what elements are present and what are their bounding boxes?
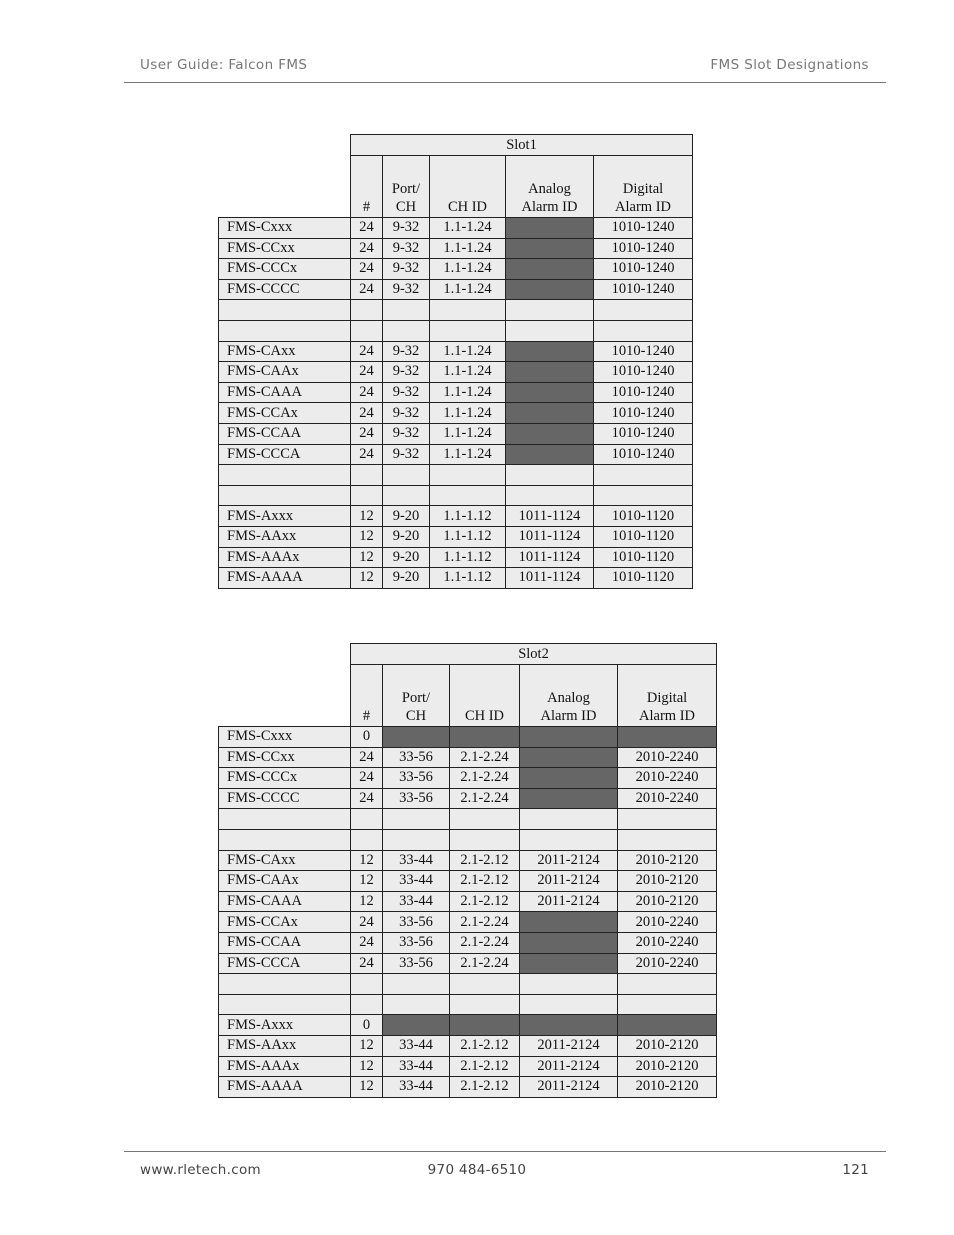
row-name: FMS-CCCC: [219, 279, 351, 300]
row-port-ch: [383, 974, 450, 995]
row-digital-alarm-id: 2010-2120: [618, 1077, 717, 1098]
row-ch-id: 2.1-2.12: [450, 871, 520, 892]
row-name: FMS-CAAA: [219, 891, 351, 912]
row-num: 24: [351, 341, 383, 362]
row-digital-alarm-id: 2010-2240: [618, 747, 717, 768]
row-digital-alarm-id: [594, 300, 693, 321]
row-digital-alarm-id: 1010-1240: [594, 218, 693, 239]
row-ch-id: 1.1-1.12: [430, 547, 506, 568]
table-row: [219, 238, 693, 259]
row-digital-alarm-id: [594, 320, 693, 341]
corner-blank: [219, 135, 351, 218]
row-analog-alarm-id: [520, 809, 618, 830]
row-num: [351, 809, 383, 830]
row-ch-id: 2.1-2.24: [450, 912, 520, 933]
row-digital-alarm-id: 1010-1240: [594, 341, 693, 362]
row-port-ch: 33-44: [383, 1056, 450, 1077]
row-port-ch: 9-32: [383, 423, 430, 444]
row-analog-alarm-id: 1011-1124: [506, 506, 594, 527]
row-analog-alarm-id: 2011-2124: [520, 891, 618, 912]
row-num: 12: [351, 891, 383, 912]
col-header-num: #: [351, 665, 383, 727]
row-analog-alarm-id: [520, 747, 618, 768]
row-ch-id: 1.1-1.24: [430, 341, 506, 362]
row-port-ch: [383, 465, 430, 486]
row-digital-alarm-id: 1010-1120: [594, 568, 693, 589]
col-header-analog: Analog Alarm ID: [520, 665, 618, 727]
row-num: 12: [351, 871, 383, 892]
table-row: [219, 891, 717, 912]
table-row: [219, 788, 717, 809]
slot1-table: [218, 134, 693, 589]
col-header-num: #: [351, 156, 383, 218]
row-port-ch: [383, 994, 450, 1015]
row-analog-alarm-id: [506, 320, 594, 341]
row-num: 12: [351, 1035, 383, 1056]
row-port-ch: 33-44: [383, 891, 450, 912]
row-name: FMS-CAxx: [219, 341, 351, 362]
row-analog-alarm-id: [506, 279, 594, 300]
row-port-ch: 9-32: [383, 279, 430, 300]
row-ch-id: 1.1-1.24: [430, 423, 506, 444]
row-name: FMS-AAxx: [219, 526, 351, 547]
row-name: FMS-CCxx: [219, 747, 351, 768]
row-ch-id: [430, 300, 506, 321]
row-ch-id: 2.1-2.12: [450, 1056, 520, 1077]
row-port-ch: 33-56: [383, 788, 450, 809]
row-analog-alarm-id: [506, 423, 594, 444]
row-num: [351, 829, 383, 850]
row-ch-id: 1.1-1.24: [430, 403, 506, 424]
row-name: FMS-CAAA: [219, 382, 351, 403]
row-port-ch: 33-44: [383, 1035, 450, 1056]
row-name: FMS-CAxx: [219, 850, 351, 871]
row-analog-alarm-id: [520, 1015, 618, 1036]
row-port-ch: 33-44: [383, 850, 450, 871]
header-section-title: FMS Slot Designations: [710, 57, 869, 73]
table-row: [219, 768, 717, 789]
row-port-ch: 33-56: [383, 768, 450, 789]
footer-phone: 970 484-6510: [427, 1162, 527, 1178]
row-ch-id: 1.1-1.24: [430, 259, 506, 280]
row-ch-id: [450, 829, 520, 850]
row-digital-alarm-id: 2010-2240: [618, 912, 717, 933]
row-num: 24: [351, 259, 383, 280]
table-row: [219, 279, 693, 300]
row-num: 24: [351, 747, 383, 768]
row-num: 24: [351, 218, 383, 239]
row-digital-alarm-id: 1010-1240: [594, 279, 693, 300]
row-ch-id: 2.1-2.24: [450, 932, 520, 953]
row-num: 0: [351, 727, 383, 748]
row-digital-alarm-id: [618, 974, 717, 995]
table-row: [219, 727, 717, 748]
row-name: FMS-CAAx: [219, 871, 351, 892]
row-ch-id: 2.1-2.12: [450, 891, 520, 912]
row-name: FMS-CCCx: [219, 259, 351, 280]
row-digital-alarm-id: 2010-2240: [618, 932, 717, 953]
row-name: [219, 974, 351, 995]
table-row: [219, 1056, 717, 1077]
row-name: [219, 300, 351, 321]
row-digital-alarm-id: 1010-1240: [594, 423, 693, 444]
row-ch-id: [430, 320, 506, 341]
row-num: [351, 994, 383, 1015]
row-digital-alarm-id: 1010-1240: [594, 382, 693, 403]
row-analog-alarm-id: [520, 912, 618, 933]
row-name: [219, 994, 351, 1015]
row-digital-alarm-id: [618, 829, 717, 850]
row-digital-alarm-id: 1010-1120: [594, 506, 693, 527]
row-analog-alarm-id: [506, 300, 594, 321]
row-digital-alarm-id: 2010-2240: [618, 788, 717, 809]
row-analog-alarm-id: 1011-1124: [506, 547, 594, 568]
row-ch-id: 1.1-1.12: [430, 506, 506, 527]
row-ch-id: [430, 485, 506, 506]
row-digital-alarm-id: 2010-2240: [618, 768, 717, 789]
row-port-ch: [383, 320, 430, 341]
row-name: FMS-CCAA: [219, 423, 351, 444]
table-row: [219, 506, 693, 527]
row-digital-alarm-id: [618, 1015, 717, 1036]
row-digital-alarm-id: 1010-1240: [594, 362, 693, 383]
row-analog-alarm-id: [506, 485, 594, 506]
table-row: [219, 218, 693, 239]
row-num: 24: [351, 279, 383, 300]
table-row: [219, 1035, 717, 1056]
row-digital-alarm-id: [594, 485, 693, 506]
row-analog-alarm-id: 2011-2124: [520, 1077, 618, 1098]
row-name: FMS-AAAx: [219, 1056, 351, 1077]
row-port-ch: [383, 485, 430, 506]
row-name: [219, 809, 351, 830]
table-row: [219, 568, 693, 589]
row-num: 24: [351, 238, 383, 259]
corner-blank: [219, 644, 351, 727]
row-port-ch: 9-32: [383, 218, 430, 239]
row-digital-alarm-id: 1010-1120: [594, 547, 693, 568]
row-analog-alarm-id: [506, 259, 594, 280]
col-header-port: Port/ CH: [383, 156, 430, 218]
row-num: 24: [351, 953, 383, 974]
row-digital-alarm-id: [618, 727, 717, 748]
table-row: [219, 974, 717, 995]
row-analog-alarm-id: [506, 362, 594, 383]
col-header-chid: CH ID: [450, 665, 520, 727]
row-name: FMS-CCAx: [219, 912, 351, 933]
table-row: [219, 403, 693, 424]
row-digital-alarm-id: 1010-1240: [594, 238, 693, 259]
row-ch-id: 2.1-2.24: [450, 747, 520, 768]
row-analog-alarm-id: 2011-2124: [520, 1035, 618, 1056]
row-num: 24: [351, 403, 383, 424]
table-row: [219, 912, 717, 933]
row-ch-id: 1.1-1.24: [430, 362, 506, 383]
row-port-ch: 33-44: [383, 1077, 450, 1098]
row-num: 24: [351, 423, 383, 444]
row-ch-id: 2.1-2.12: [450, 1077, 520, 1098]
row-name: FMS-Cxxx: [219, 727, 351, 748]
row-analog-alarm-id: [506, 382, 594, 403]
row-port-ch: 33-56: [383, 953, 450, 974]
table-row: [219, 362, 693, 383]
row-name: FMS-CCAA: [219, 932, 351, 953]
row-ch-id: 1.1-1.24: [430, 218, 506, 239]
row-port-ch: 9-32: [383, 382, 430, 403]
row-num: [351, 465, 383, 486]
row-digital-alarm-id: 1010-1240: [594, 259, 693, 280]
row-port-ch: 9-32: [383, 444, 430, 465]
row-ch-id: 2.1-2.24: [450, 953, 520, 974]
row-num: 12: [351, 547, 383, 568]
row-name: FMS-AAAA: [219, 1077, 351, 1098]
table-row: [219, 444, 693, 465]
row-name: FMS-Axxx: [219, 1015, 351, 1036]
row-name: FMS-CCCA: [219, 444, 351, 465]
row-analog-alarm-id: 1011-1124: [506, 526, 594, 547]
header-rule: [124, 82, 886, 83]
row-ch-id: [450, 727, 520, 748]
table-row: [219, 259, 693, 280]
slot2-title: Slot2: [351, 644, 717, 665]
row-digital-alarm-id: 1010-1240: [594, 403, 693, 424]
row-digital-alarm-id: 2010-2120: [618, 1056, 717, 1077]
row-name: FMS-CCxx: [219, 238, 351, 259]
row-name: FMS-Axxx: [219, 506, 351, 527]
row-port-ch: 33-56: [383, 932, 450, 953]
row-digital-alarm-id: 2010-2120: [618, 850, 717, 871]
row-analog-alarm-id: [506, 444, 594, 465]
row-num: 12: [351, 506, 383, 527]
row-digital-alarm-id: 2010-2240: [618, 953, 717, 974]
row-digital-alarm-id: 2010-2120: [618, 1035, 717, 1056]
row-ch-id: [450, 994, 520, 1015]
row-ch-id: 2.1-2.12: [450, 1035, 520, 1056]
table-row: [219, 382, 693, 403]
row-name: FMS-AAAx: [219, 547, 351, 568]
row-num: 12: [351, 1056, 383, 1077]
row-analog-alarm-id: [520, 974, 618, 995]
row-port-ch: 9-32: [383, 341, 430, 362]
row-port-ch: 9-32: [383, 403, 430, 424]
row-port-ch: [383, 300, 430, 321]
row-name: [219, 485, 351, 506]
row-analog-alarm-id: 2011-2124: [520, 1056, 618, 1077]
col-header-digital: Digital Alarm ID: [594, 156, 693, 218]
row-num: 12: [351, 1077, 383, 1098]
row-num: [351, 485, 383, 506]
table-row: [219, 809, 717, 830]
row-analog-alarm-id: [520, 727, 618, 748]
row-name: FMS-CCCx: [219, 768, 351, 789]
row-digital-alarm-id: 1010-1120: [594, 526, 693, 547]
row-analog-alarm-id: [520, 788, 618, 809]
row-name: [219, 320, 351, 341]
row-port-ch: [383, 809, 450, 830]
table-row: [219, 341, 693, 362]
row-name: [219, 829, 351, 850]
row-port-ch: 9-20: [383, 547, 430, 568]
row-analog-alarm-id: [506, 403, 594, 424]
table-row: [219, 320, 693, 341]
table-row: [219, 850, 717, 871]
row-port-ch: 9-32: [383, 259, 430, 280]
slot2-table: [218, 643, 717, 1098]
row-ch-id: 1.1-1.24: [430, 238, 506, 259]
row-ch-id: [450, 974, 520, 995]
row-name: FMS-CCCC: [219, 788, 351, 809]
row-ch-id: 1.1-1.24: [430, 279, 506, 300]
row-digital-alarm-id: [618, 809, 717, 830]
row-analog-alarm-id: [520, 829, 618, 850]
row-ch-id: 2.1-2.24: [450, 788, 520, 809]
row-digital-alarm-id: 2010-2120: [618, 891, 717, 912]
row-num: 24: [351, 788, 383, 809]
header-guide-title: User Guide: Falcon FMS: [140, 57, 308, 73]
row-num: [351, 974, 383, 995]
row-ch-id: 2.1-2.12: [450, 850, 520, 871]
row-port-ch: 9-20: [383, 506, 430, 527]
row-analog-alarm-id: 2011-2124: [520, 871, 618, 892]
row-analog-alarm-id: 1011-1124: [506, 568, 594, 589]
row-port-ch: 33-56: [383, 747, 450, 768]
row-port-ch: [383, 727, 450, 748]
table-row: [219, 994, 717, 1015]
row-num: 12: [351, 526, 383, 547]
row-num: 24: [351, 768, 383, 789]
row-num: 12: [351, 568, 383, 589]
row-ch-id: 1.1-1.12: [430, 526, 506, 547]
table-row: [219, 747, 717, 768]
row-name: FMS-CCCA: [219, 953, 351, 974]
row-port-ch: 9-32: [383, 238, 430, 259]
row-analog-alarm-id: [520, 994, 618, 1015]
row-ch-id: [450, 1015, 520, 1036]
row-analog-alarm-id: [520, 953, 618, 974]
table-row: [219, 829, 717, 850]
row-name: FMS-AAAA: [219, 568, 351, 589]
col-header-port: Port/ CH: [383, 665, 450, 727]
col-header-chid: CH ID: [430, 156, 506, 218]
table-row: [219, 423, 693, 444]
row-analog-alarm-id: [520, 768, 618, 789]
row-ch-id: 1.1-1.12: [430, 568, 506, 589]
row-ch-id: [430, 465, 506, 486]
row-port-ch: 9-20: [383, 526, 430, 547]
row-analog-alarm-id: [520, 932, 618, 953]
row-analog-alarm-id: 2011-2124: [520, 850, 618, 871]
row-digital-alarm-id: 2010-2120: [618, 871, 717, 892]
row-num: 24: [351, 382, 383, 403]
row-port-ch: 33-56: [383, 912, 450, 933]
row-num: 24: [351, 444, 383, 465]
table-row: [219, 871, 717, 892]
row-analog-alarm-id: [506, 238, 594, 259]
row-name: [219, 465, 351, 486]
col-header-analog: Analog Alarm ID: [506, 156, 594, 218]
row-port-ch: [383, 1015, 450, 1036]
table-row: [219, 932, 717, 953]
row-analog-alarm-id: [506, 218, 594, 239]
row-ch-id: [450, 809, 520, 830]
table-row: [219, 953, 717, 974]
footer-website: www.rletech.com: [140, 1162, 261, 1178]
row-ch-id: 1.1-1.24: [430, 444, 506, 465]
row-name: FMS-CAAx: [219, 362, 351, 383]
row-port-ch: 9-32: [383, 362, 430, 383]
row-analog-alarm-id: [506, 465, 594, 486]
row-num: 24: [351, 932, 383, 953]
row-num: [351, 320, 383, 341]
row-ch-id: 1.1-1.24: [430, 382, 506, 403]
row-digital-alarm-id: 1010-1240: [594, 444, 693, 465]
footer-rule: [124, 1151, 886, 1152]
row-port-ch: 33-44: [383, 871, 450, 892]
table-row: [219, 547, 693, 568]
table-row: [219, 485, 693, 506]
table-row: [219, 300, 693, 321]
row-digital-alarm-id: [594, 465, 693, 486]
table-row: [219, 1015, 717, 1036]
row-analog-alarm-id: [506, 341, 594, 362]
row-name: FMS-AAxx: [219, 1035, 351, 1056]
row-name: FMS-CCAx: [219, 403, 351, 424]
row-num: 12: [351, 850, 383, 871]
row-num: 0: [351, 1015, 383, 1036]
row-digital-alarm-id: [618, 994, 717, 1015]
row-num: 24: [351, 912, 383, 933]
footer-page-number: 121: [842, 1162, 869, 1178]
col-header-digital: Digital Alarm ID: [618, 665, 717, 727]
row-port-ch: [383, 829, 450, 850]
table-row: [219, 526, 693, 547]
row-name: FMS-Cxxx: [219, 218, 351, 239]
row-port-ch: 9-20: [383, 568, 430, 589]
row-ch-id: 2.1-2.24: [450, 768, 520, 789]
row-num: 24: [351, 362, 383, 383]
row-num: [351, 300, 383, 321]
slot1-title: Slot1: [351, 135, 693, 156]
table-row: [219, 1077, 717, 1098]
table-row: [219, 465, 693, 486]
